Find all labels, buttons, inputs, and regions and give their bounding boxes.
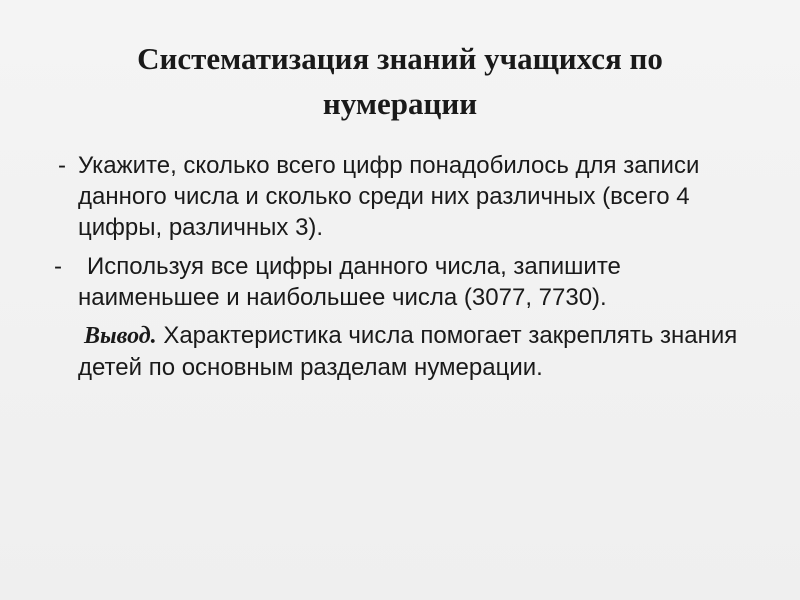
list-item-text: Используя все цифры данного числа, запишите наименьшее и наибольшее числа (3077, 7730). [78,253,621,311]
dash-marker: - [54,253,62,280]
conclusion-label: Вывод. [84,323,157,349]
conclusion-text: Характеристика числа помогает закреплять знания детей по основным разделам нумерации. [78,322,738,381]
list-item [58,150,718,243]
list-item [54,251,718,313]
slide-title: Систематизация знаний учащихся по нумерации [137,41,663,121]
list-item-text: Укажите, сколько всего цифр понадобилось для записи данного числа и сколько среди них различных (всего 4 цифры, различных 3). [78,152,700,241]
dash-marker: - [58,152,66,179]
conclusion [78,320,768,383]
